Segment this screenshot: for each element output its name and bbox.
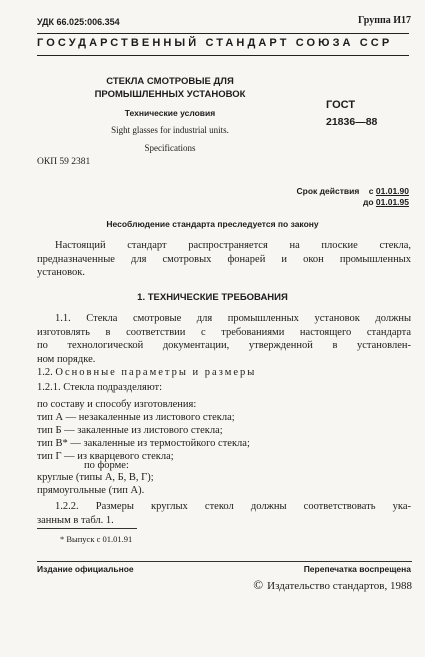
reprint-notice: Перепечатка воспрещена bbox=[303, 564, 411, 574]
subtitle: Технические условия bbox=[124, 108, 216, 118]
type-g-item: тип Г — из кварцевого стекла; bbox=[37, 451, 174, 462]
paragraph-1-2-2 bbox=[37, 500, 411, 527]
paragraph-1-2-1: 1.2.1. Стекла подразделяют: bbox=[37, 382, 163, 393]
copyright-icon: © bbox=[253, 577, 264, 592]
p12-heading: Основные параметры и размеры bbox=[55, 367, 257, 378]
violation-notice: Несоблюдение стандарта преследуется по закону bbox=[106, 219, 319, 229]
p122-line2: занным в табл. 1. bbox=[37, 514, 114, 526]
section-title: 1. ТЕХНИЧЕСКИЕ ТРЕБОВАНИЯ bbox=[137, 292, 288, 303]
copyright bbox=[253, 577, 412, 593]
intro-line3: установок. bbox=[37, 267, 86, 278]
gost-number: 21836—88 bbox=[326, 116, 378, 128]
p11-line3: по технологической документации, утвержденной в установлен- bbox=[37, 340, 411, 351]
validity-to-date: 01.01.95 bbox=[375, 197, 409, 207]
validity-from bbox=[297, 186, 409, 197]
group-code: Группа И17 bbox=[358, 15, 411, 26]
copyright-text: Издательство стандартов, 1988 bbox=[267, 580, 412, 592]
type-v-item: тип В* — закаленные из термостойкого стекла; bbox=[37, 438, 250, 449]
intro-line1: Настоящий стандарт распространяется на плоские стекла, bbox=[55, 240, 411, 251]
p12-number: 1.2. bbox=[37, 367, 53, 378]
shape-heading: по форме: bbox=[84, 460, 129, 471]
udk-code: УДК 66.025:006.354 bbox=[37, 17, 120, 27]
footnote: * Выпуск с 01.01.91 bbox=[60, 534, 133, 544]
composition-heading: по составу и способу изготовления: bbox=[37, 399, 197, 410]
type-a-item: тип А — незакаленные из листового стекла; bbox=[37, 412, 235, 423]
p11-line4: ном порядке. bbox=[37, 353, 96, 365]
okp-code: ОКП 59 2381 bbox=[37, 157, 91, 167]
gost-label: ГОСТ bbox=[326, 99, 356, 111]
gov-standard-title: ГОСУДАРСТВЕННЫЙ СТАНДАРТ СОЮЗА ССР bbox=[37, 37, 393, 49]
p122-line1: 1.2.2. Размеры круглых стекол должны соответствовать ука- bbox=[55, 501, 411, 512]
title-en-line1: Sight glasses for industrial units. bbox=[111, 125, 229, 135]
paragraph-1-2 bbox=[37, 367, 256, 378]
header-rule-bottom bbox=[37, 55, 409, 56]
title-block bbox=[60, 75, 280, 154]
p11-line2: изготовлять в соответствии с требованиями настоящего стандарта bbox=[37, 326, 411, 338]
round-shape-item: круглые (типы А, Б, В, Г); bbox=[37, 472, 154, 483]
validity-from-prefix: с bbox=[368, 186, 374, 196]
validity-from-date: 01.01.90 bbox=[375, 186, 409, 196]
title-en-line2: Specifications bbox=[144, 143, 196, 153]
footer-rule bbox=[37, 561, 412, 562]
official-edition-label: Издание официальное bbox=[37, 564, 134, 574]
paragraph-1-1 bbox=[37, 312, 411, 366]
p11-line1: 1.1. Стекла смотровые для промышленных установок должны bbox=[55, 313, 411, 324]
validity-to-prefix: до bbox=[362, 197, 374, 207]
footnote-rule bbox=[37, 528, 137, 529]
rect-shape-item: прямоугольные (тип А). bbox=[37, 485, 145, 496]
validity-label: Срок действия bbox=[296, 186, 360, 196]
type-b-item: тип Б — закаленные из листового стекла; bbox=[37, 425, 223, 436]
intro-paragraph bbox=[37, 239, 411, 280]
validity-to bbox=[297, 197, 409, 208]
title-ru-line1: СТЕКЛА СМОТРОВЫЕ ДЛЯ bbox=[106, 76, 234, 87]
header-rule-top bbox=[37, 33, 409, 34]
validity-period bbox=[297, 186, 409, 208]
title-ru-line2: ПРОМЫШЛЕННЫХ УСТАНОВОК bbox=[94, 89, 246, 100]
intro-line2: предназначенные для смотровых фонарей и окон промышленных bbox=[37, 253, 411, 265]
